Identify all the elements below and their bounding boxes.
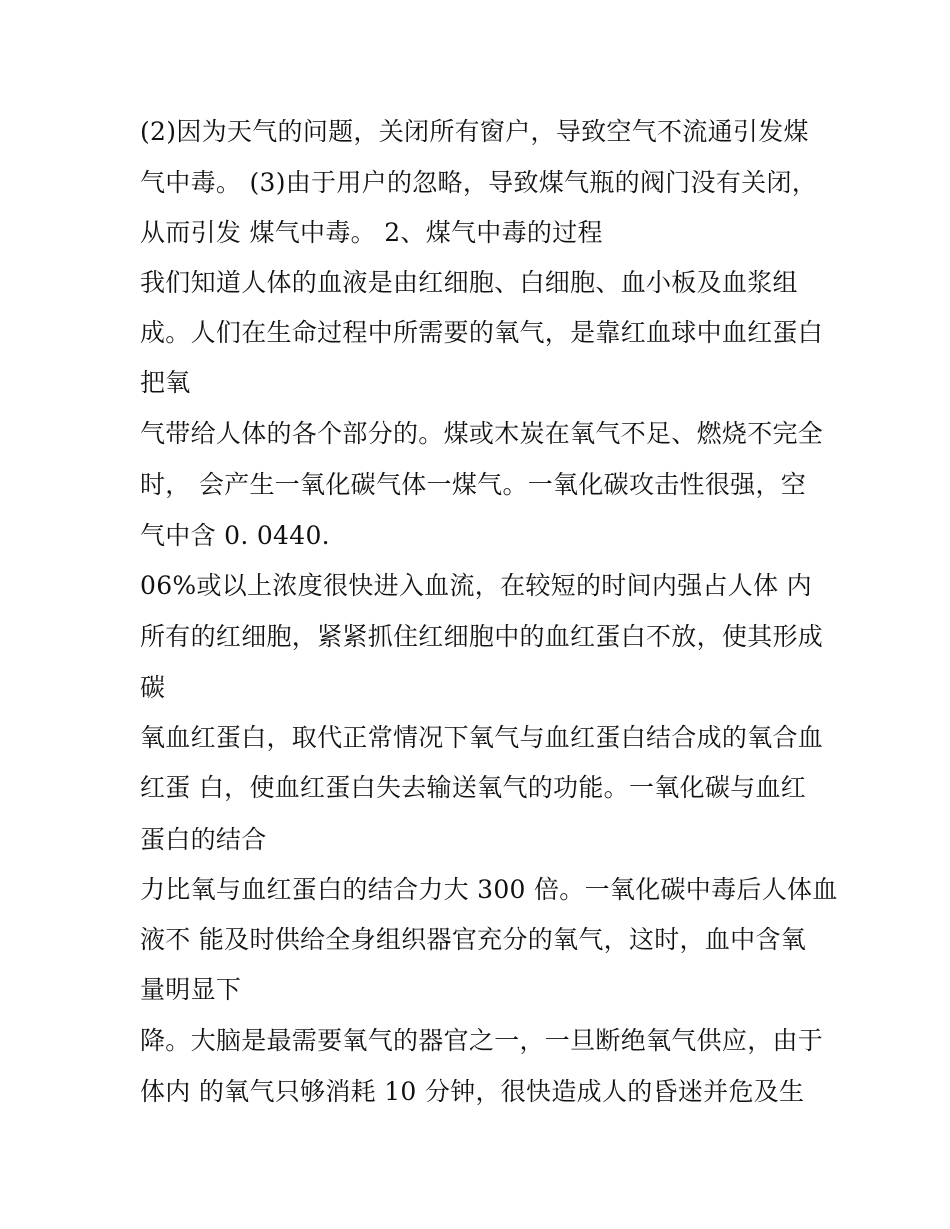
- text-line: 量明显下: [140, 975, 242, 1004]
- text-line: 气带给人体的各个部分的。煤或木炭在氧气不足、燃烧不完全: [140, 419, 824, 448]
- text-line: 体内 的氧气只够消耗 10 分钟，很快造成人的昏迷并危及生: [140, 1077, 805, 1106]
- text-line: 气中毒。 (3)由于用户的忽略，导致煤气瓶的阀门没有关闭，: [140, 168, 818, 197]
- text-line: 从而引发 煤气中毒。 2、煤气中毒的过程: [140, 218, 603, 247]
- text-line: 成。人们在生命过程中所需要的氧气，是靠红血球中血红蛋白: [140, 318, 824, 347]
- text-line: 所有的红细胞，紧紧抓住红细胞中的血红蛋白不放，使其形成: [140, 622, 824, 651]
- text-line: 力比氧与血红蛋白的结合力大 300 倍。一氧化碳中毒后人体血: [140, 875, 838, 904]
- text-line: 时， 会产生一氧化碳气体一煤气。一氧化碳攻击性很强，空: [140, 470, 807, 499]
- text-line: 液不 能及时供给全身组织器官充分的氧气，这时，血中含氧: [140, 925, 807, 954]
- text-line: 碳: [140, 673, 166, 702]
- text-line: 我们知道人体的血液是由红细胞、白细胞、血小板及血浆组: [140, 268, 798, 297]
- text-line: 蛋白的结合: [140, 825, 267, 854]
- text-line: 氧血红蛋白，取代正常情况下氧气与血红蛋白结合成的氧合血: [140, 723, 824, 752]
- text-line: 降。大脑是最需要氧气的器官之一，一旦断绝氧气供应，由于: [140, 1026, 824, 1055]
- text-line: 气中含 0. 0440.: [140, 521, 330, 550]
- text-line: 06%或以上浓度很快进入血流，在较短的时间内强占人体 内: [140, 571, 812, 600]
- text-line: 红蛋 白，使血红蛋白失去输送氧气的功能。一氧化碳与血红: [140, 773, 807, 802]
- text-line: (2)因为天气的问题，关闭所有窗户，导致空气不流通引发煤: [140, 117, 809, 146]
- text-line: 把氧: [140, 368, 191, 397]
